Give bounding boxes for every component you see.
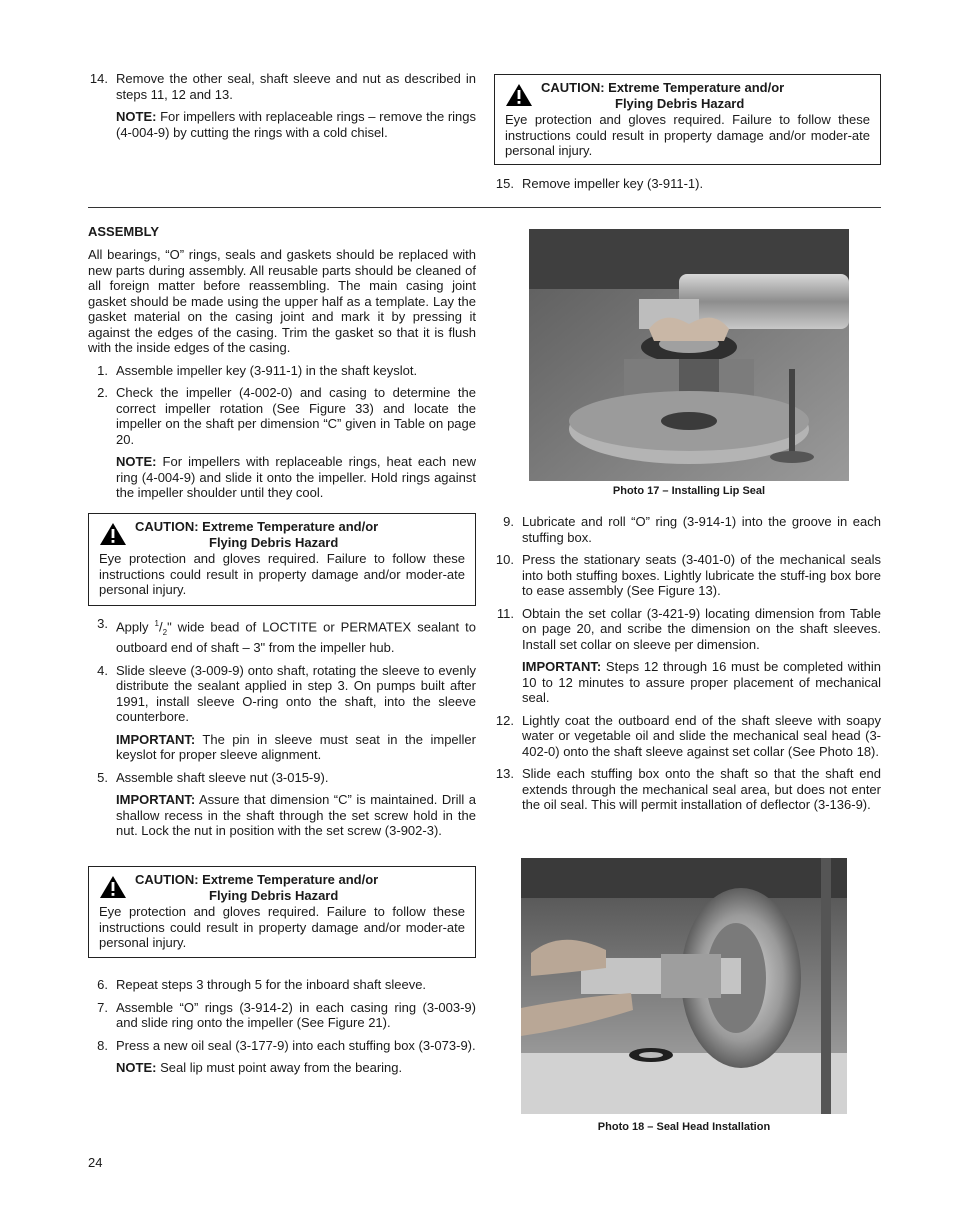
caution-line-2: Flying Debris Hazard [209, 534, 339, 550]
important-label: IMPORTANT: [116, 792, 196, 808]
assembly-column-part3 [88, 977, 476, 1076]
step-number: 8. [97, 1037, 108, 1053]
step-14 [88, 71, 476, 102]
caution-line-1: CAUTION: Extreme Temperature and/or [135, 872, 379, 887]
step-10 [494, 552, 881, 599]
caution-line-2: Flying Debris Hazard [615, 95, 745, 111]
step-7 [88, 1000, 476, 1031]
page-number: 24 [88, 1155, 103, 1170]
important-label: IMPORTANT: [116, 731, 196, 747]
step-13 [494, 766, 881, 813]
step-number: 7. [97, 999, 108, 1015]
step-text: Press a new oil seal (3-177-9) into each stuffing box (3-073-9). [116, 1037, 476, 1053]
important-label: IMPORTANT: [522, 659, 602, 674]
photo-18-caption: Photo 18 – Seal Head Installation [597, 1121, 771, 1133]
step-text: Repeat steps 3 through 5 for the inboard shaft sleeve. [116, 977, 427, 992]
step-8 [88, 1038, 476, 1054]
step-number: 5. [97, 769, 108, 785]
fraction-slash: / [158, 619, 163, 635]
step-number: 12. [495, 712, 514, 728]
assembly-column-part1 [88, 247, 476, 501]
photo-17-image [529, 229, 849, 481]
caution-heading [99, 872, 465, 904]
step-text: Check the impeller (4-002-0) and casing to determine the correct impeller rotation (See Figure 33) and locate the impeller on the shaft per dimension “C” given in Table on page 20. [116, 385, 476, 447]
step-6 [88, 977, 476, 993]
step-text-post: " wide bead of LOCTITE or PERMATEX sealant to outboard end of shaft – 3" from the impeller hub. [116, 619, 476, 656]
photo-18-seal-head-installation [521, 858, 847, 1114]
step-text-pre: Apply [116, 619, 155, 635]
step-number: 14. [89, 71, 108, 86]
note-text: For impellers with replaceable rings – remove the rings (4-004-9) by cutting the rings with a cold chisel. [116, 109, 476, 140]
step-text: Press the stationary seats (3-401-0) of the mechanical seals into both stuffing boxes. Lightly lubricate the stuff-ing box bore to ease assembly (See Figure 13). [522, 552, 881, 598]
warning-triangle-icon [505, 83, 533, 107]
step-number: 6. [97, 977, 108, 992]
top-left-column [88, 71, 476, 140]
important-5 [88, 792, 476, 839]
caution-box-2 [88, 866, 476, 958]
right-column-steps [494, 514, 881, 813]
step-text: Lubricate and roll “O” ring (3-914-1) into the groove in each stuffing box. [522, 514, 881, 545]
photo-17-caption: Photo 17 – Installing Lip Seal [612, 485, 766, 497]
note-label: NOTE: [116, 454, 157, 469]
step-number: 11. [496, 605, 514, 621]
assembly-column-part2 [88, 616, 476, 839]
step-12 [494, 713, 881, 760]
step-number: 10. [495, 552, 514, 567]
assembly-intro: All bearings, “O” rings, seals and gaskets should be replaced with new parts during assembly. All reusable parts should be cleaned of all foreign matter before reassembling. The main casing joint gasket should be made using the upper half as a template. Lay the gasket material on the casing joint and mark it by pressing it against the edges of the casing. Trim the gasket so that it is flush with the inside edges of the casing. [88, 247, 476, 355]
caution-line-2: Flying Debris Hazard [209, 887, 339, 903]
important-text: Steps 12 through 16 must be completed within 10 to 12 minutes to assure proper placement of mechanical seal. [522, 659, 881, 705]
step-text: Assemble impeller key (3-911-1) in the shaft keyslot. [116, 362, 418, 378]
step-15-row [494, 176, 881, 192]
step-number: 1. [97, 362, 108, 378]
important-4 [88, 732, 476, 763]
important-text: Assure that dimension “C” is maintained. Drill a shallow recess in the shaft through the set screw hold in the nut. Lock the nut in position with the set screw (3-902-3). [116, 792, 476, 839]
step-text: Assemble “O” rings (3-914-2) in each casing ring (3-003-9) and slide ring onto the impeller (See Figure 21). [116, 999, 476, 1030]
step-number: 15. [495, 176, 514, 191]
note-2 [88, 454, 476, 501]
warning-triangle-icon [99, 875, 127, 899]
step-3 [88, 616, 476, 656]
important-text: The pin in sleeve must seat in the impeller keyslot for proper sleeve alignment. [116, 731, 476, 763]
step-9 [494, 514, 881, 545]
caution-body: Eye protection and gloves required. Failure to follow these instructions could result in property damage and/or moder-ate personal injury. [505, 112, 870, 158]
step-15 [494, 176, 881, 192]
section-divider [88, 207, 881, 208]
step-text: Assemble shaft sleeve nut (3-015-9). [116, 769, 329, 785]
step-4 [88, 663, 476, 725]
note-text: Seal lip must point away from the bearing. [156, 1060, 403, 1075]
step-number: 13. [495, 766, 514, 781]
fraction-denominator: 2 [162, 627, 168, 637]
step-text: Obtain the set collar (3-421-9) locating dimension from Table on page 20, and scribe the dimension on the shaft sleeves. Install set collar on sleeve per dimension. [522, 605, 881, 652]
step-text: Slide sleeve (3-009-9) onto shaft, rotating the sleeve to evenly distribute the sealant applied in step 3. On pumps built after 1991, install sleeve O-ring onto the shaft, into the sleeve counterbore. [116, 662, 476, 725]
step-text: Remove impeller key (3-911-1). [522, 176, 704, 191]
step-1 [88, 363, 476, 379]
note-label: NOTE: [116, 109, 157, 124]
caution-body: Eye protection and gloves required. Failure to follow these instructions could result in property damage and/or moder-ate personal injury. [99, 904, 465, 950]
step-2 [88, 385, 476, 447]
step-11 [494, 606, 881, 653]
caution-line-1: CAUTION: Extreme Temperature and/or [135, 519, 379, 534]
step-number: 2. [97, 385, 108, 400]
photo-17-installing-lip-seal [529, 229, 849, 481]
step-5 [88, 770, 476, 786]
step-number: 3. [97, 616, 108, 631]
note-text: For impellers with replaceable rings, heat each new ring (4-004-9) and slide it onto the impeller. Hold rings against the impeller shoulder until they cool. [116, 454, 476, 500]
caution-heading [99, 519, 465, 551]
fraction-numerator: 1 [154, 619, 159, 628]
caution-box-top [494, 74, 881, 165]
warning-triangle-icon [99, 522, 127, 546]
step-number: 4. [97, 662, 108, 678]
caution-line-1: CAUTION: Extreme Temperature and/or [541, 80, 785, 95]
step-text: Lightly coat the outboard end of the shaft sleeve with soapy water or vegetable oil and slide the mechanical seal head (3-402-0) onto the shaft sleeve against set collar (See Photo 18). [522, 712, 881, 759]
assembly-heading: ASSEMBLY [88, 224, 160, 239]
important-11 [494, 659, 881, 706]
step-text: Remove the other seal, shaft sleeve and nut as described in steps 11, 12 and 13. [116, 71, 476, 102]
step-text: Slide each stuffing box onto the shaft so that the shaft end extends through the mechanical seal area, but does not enter the oil seal. This will permit installation of deflector (3-136-9). [522, 766, 881, 812]
step-number: 9. [503, 514, 514, 529]
photo-18-image [521, 858, 847, 1114]
caution-box-1 [88, 513, 476, 606]
note-8 [88, 1060, 476, 1076]
caution-body: Eye protection and gloves required. Failure to follow these instructions could result in property damage and/or moder-ate personal injury. [99, 551, 465, 597]
note-label: NOTE: [116, 1060, 157, 1075]
caution-heading [505, 80, 870, 112]
note-14 [88, 109, 476, 140]
